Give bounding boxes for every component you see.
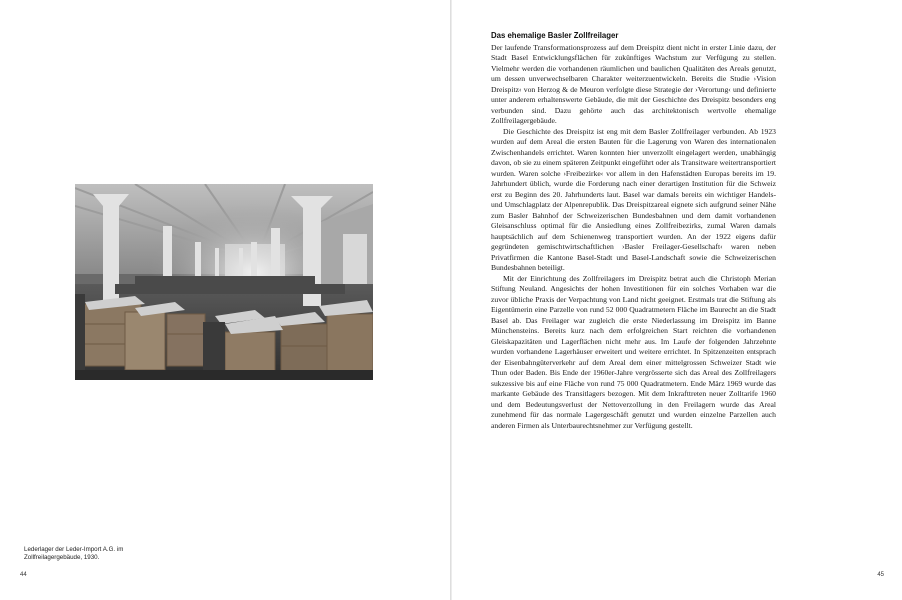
caption-line-1: Lederlager der Leder-Import A.G. im [24,546,124,553]
paragraph-2: Die Geschichte des Dreispitz ist eng mit dem Basler Zollfreilager verbunden. Ab 1923 wurden auf dem Areal die ersten Bauten für die Lagerung von Waren des internationalen Zwischenhandels errichtet. Waren konnten hier unverzollt eingelagert werden, unabhängig davon, ob sie zu einem späteren Zeitpunkt eingeführt oder als Transitware weitertransportiert wurden. Waren solche ›Freibezirke‹ vor allem in den Hafenstädten Europas bereits im 19. Jahrhundert üblich, wurde die Forderung nach einer derartigen Institution für die Schweiz erst zu Beginn des 20. Jahrhunderts laut. Basel war damals bereits ein wichtiger Handels- und Umschlagplatz der Alpenrepublik. Das Dreispitzareal eignete sich aufgrund seiner Nähe zum Basler Bahnhof der Schweizerischen Bundesbahnen und dem damit vorhandenen Gleisanschluss optimal für die Ansiedlung eines Zollfreibezirks, zumal Waren damals hauptsächlich auf dem Schienenweg transportiert wurden. An der 1922 eigens dafür gegründeten gemischtwirtschaftlichen ›Basler Freilager-Gesellschaft‹ waren neben Privatfirmen die Kantone Basel-Stadt und Basel-Landschaft sowie die Schweizerischen Bundesbahnen beteiligt. [491,126,776,272]
caption-line-2: Zollfreilagergebäude, 1930. [24,554,100,561]
photo-caption [24,546,164,562]
paragraph-3: Mit der Einrichtung des Zollfreilagers im Dreispitz betrat auch die Christoph Merian Stiftung Neuland. Angesichts der hohen Investitionen für ein solches Vorhaben war die zuvor übliche Praxis der Verpachtung von Land nicht geeignet. Erstmals trat die Stiftung als Eigentümerin eine Parzelle von rund 52 000 Quadratmetern Fläche im Baurecht an die Stadt Basel ab. Das Freilager war zugleich die erste Niederlassung im Dreispitz im Banne Münchensteins. Bereits kurz nach dem erfolgreichen Start reichten die vorhandenen Gleiskapazitäten und Lagerflächen nicht mehr aus. Im Laufe der folgenden Jahrzehnte wurden vorhandene Lagerhäuser erweitert und weitere errichtet. In Spitzenzeiten entsprach der Eisenbahngüterverkehr auf dem Areal dem einer mittelgrossen Schweizer Stadt wie Thun oder Baden. Bis Ende der 1960er-Jahre vergrösserte sich das Areal des Zollfreilagers sukzessive bis auf eine Fläche von rund 75 000 Quadratmetern. Ende März 1969 wurde das markante Gebäude des Transitlagers bezogen. Mit dem Inkrafttreten neuer Zolltarife 1960 und dem Bedeutungsverlust der Nettoverzollung in den Freilagern wurde das Areal zunehmend für das normale Lagergeschäft genutzt und wurden einzelne Parzellen auch anderen Firmen als Unterbaurechtsnehmer zur Verfügung gestellt. [491,273,776,430]
warehouse-photo [75,184,373,380]
page-number-left: 44 [20,572,27,578]
paragraph-1: Der laufende Transformationsprozess auf dem Dreispitz dient nicht in erster Linie dazu, der Stadt Basel Entwicklungsflächen für zukünftiges Wachstum zur Verfügung zu stellen. Vielmehr werden die vorhandenen räumlichen und baulichen Qualitäten des Areals genutzt, um dessen unverwechselbaren Charakter weiterzuentwickeln. Bereits die Studie ›Vision Dreispitz‹ von Herzog & de Meuron verfolgte diese Strategie der ›Verortung‹ und definierte unter anderem erhaltenswerte Gebäude, die mit der Geschichte des Dreispitz besonders eng verbunden sind. Dazu gehörte auch das architektonisch wertvolle ehemalige Zollfreilagergebäude. [491,42,776,125]
right-page [452,0,902,600]
section-heading: Das ehemalige Basler Zollfreilager [491,31,619,40]
text-column [491,31,776,431]
page-number-right: 45 [877,572,884,578]
